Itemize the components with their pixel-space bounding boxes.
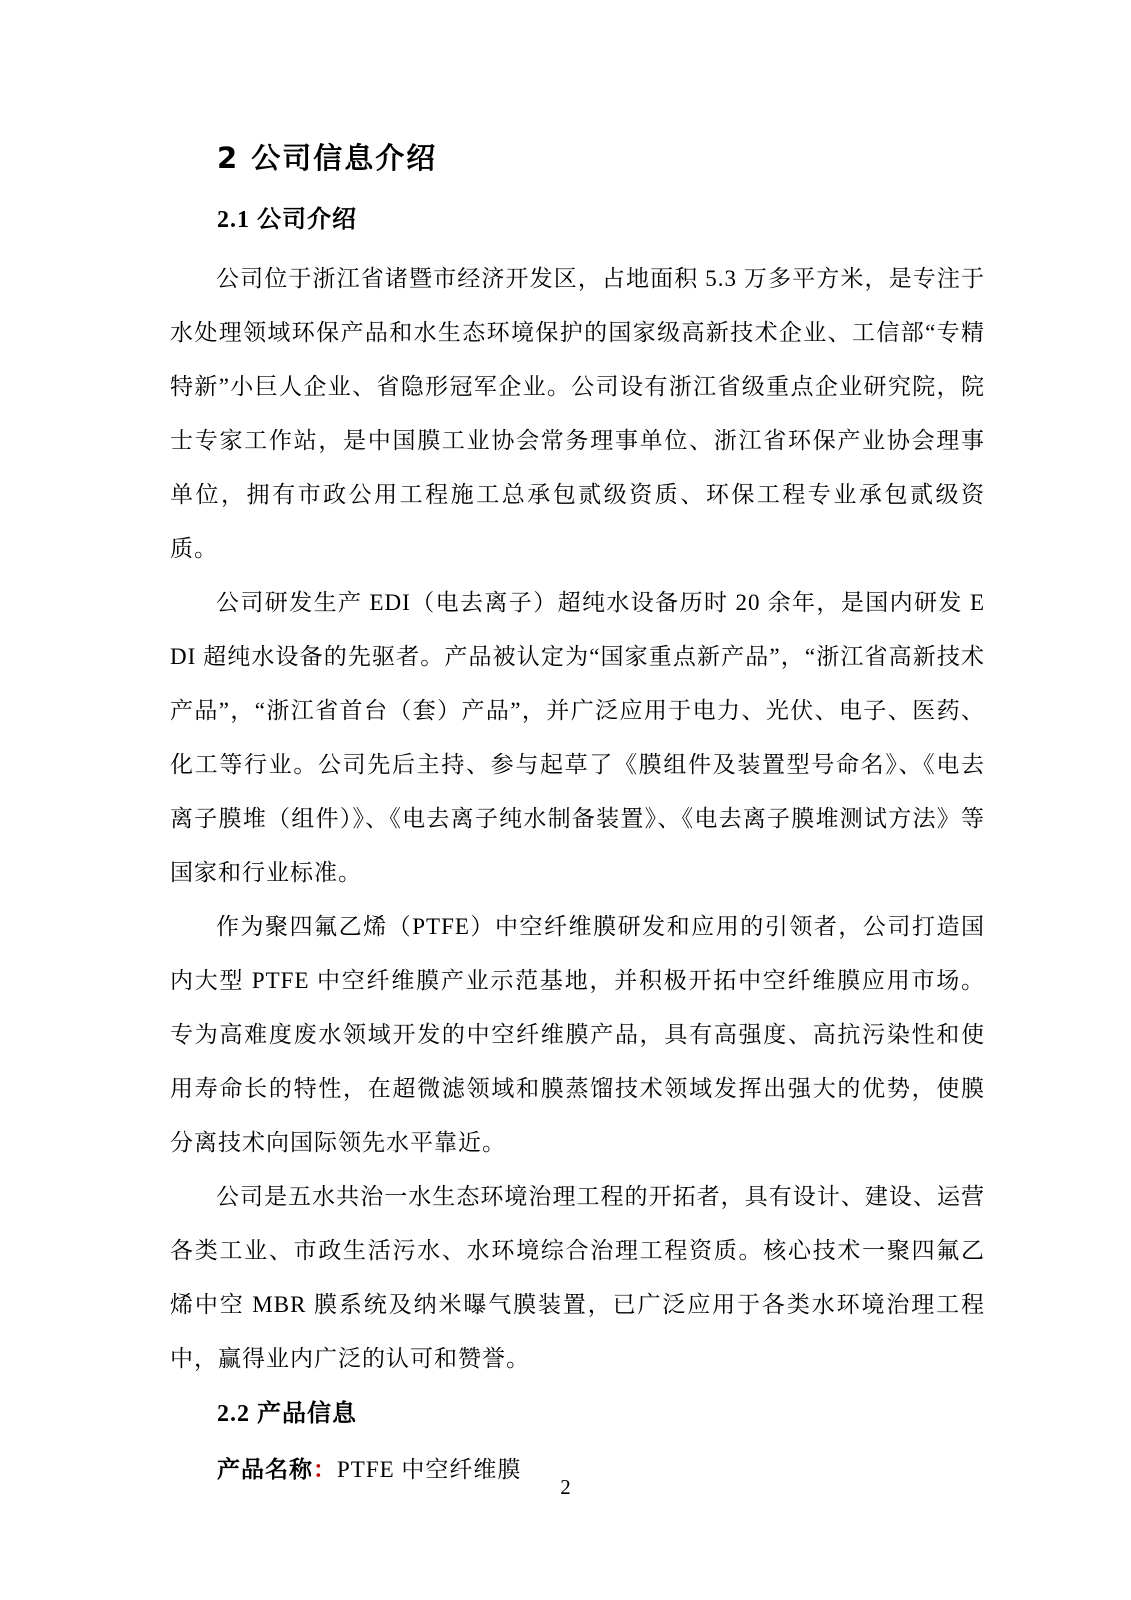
chapter-heading: 2 公司信息介绍: [217, 141, 438, 175]
section-heading-product-info: 2.2 产品信息: [217, 1401, 357, 1427]
paragraph-water-treatment: 公司是五水共治一水生态环境治理工程的开拓者，具有设计、建设、运营各类工业、市政生活污水、水环境综合治理工程资质。核心技术一聚四氟乙烯中空 MBR 膜系统及纳米曝气膜装置，已广泛应用于各类水环境治理工程中，赢得业内广泛的认可和赞誉。: [170, 1184, 985, 1371]
section-heading-company-intro: 2.1 公司介绍: [217, 207, 357, 233]
company-intro-body: [170, 252, 985, 1386]
paragraph-company-location: 公司位于浙江省诸暨市经济开发区，占地面积 5.3 万多平方米，是专注于水处理领域环保产品和水生态环境保护的国家级高新技术企业、工信部“专精特新”小巨人企业、省隐形冠军企业。公司设有浙江省级重点企业研究院，院士专家工作站，是中国膜工业协会常务理事单位、浙江省环保产业协会理事单位，拥有市政公用工程施工总承包贰级资质、环保工程专业承包贰级资质。: [170, 266, 985, 561]
paragraph-edi-products: 公司研发生产 EDI（电去离子）超纯水设备历时 20 余年，是国内研发 EDI 超纯水设备的先驱者。产品被认定为“国家重点新产品”，“浙江省高新技术产品”，“浙江省首台（套）产品”，并广泛应用于电力、光伏、电子、医药、化工等行业。公司先后主持、参与起草了《膜组件及装置型号命名》、《电去离子膜堆（组件）》、《电去离子纯水制备装置》、《电去离子膜堆测试方法》等国家和行业标准。: [170, 590, 985, 885]
product-name-value: PTFE 中空纤维膜: [337, 1457, 522, 1482]
product-name-colon: ：: [313, 1457, 337, 1482]
paragraph-ptfe-membrane: 作为聚四氟乙烯（PTFE）中空纤维膜研发和应用的引领者，公司打造国内大型 PTFE 中空纤维膜产业示范基地，并积极开拓中空纤维膜应用市场。专为高难度废水领域开发的中空纤维膜产品，具有高强度、高抗污染性和使用寿命长的特性，在超微滤领域和膜蒸馏技术领域发挥出强大的优势，使膜分离技术向国际领先水平靠近。: [170, 914, 985, 1155]
product-name-label: 产品名称: [217, 1457, 313, 1482]
page-number: 2: [560, 1475, 571, 1499]
